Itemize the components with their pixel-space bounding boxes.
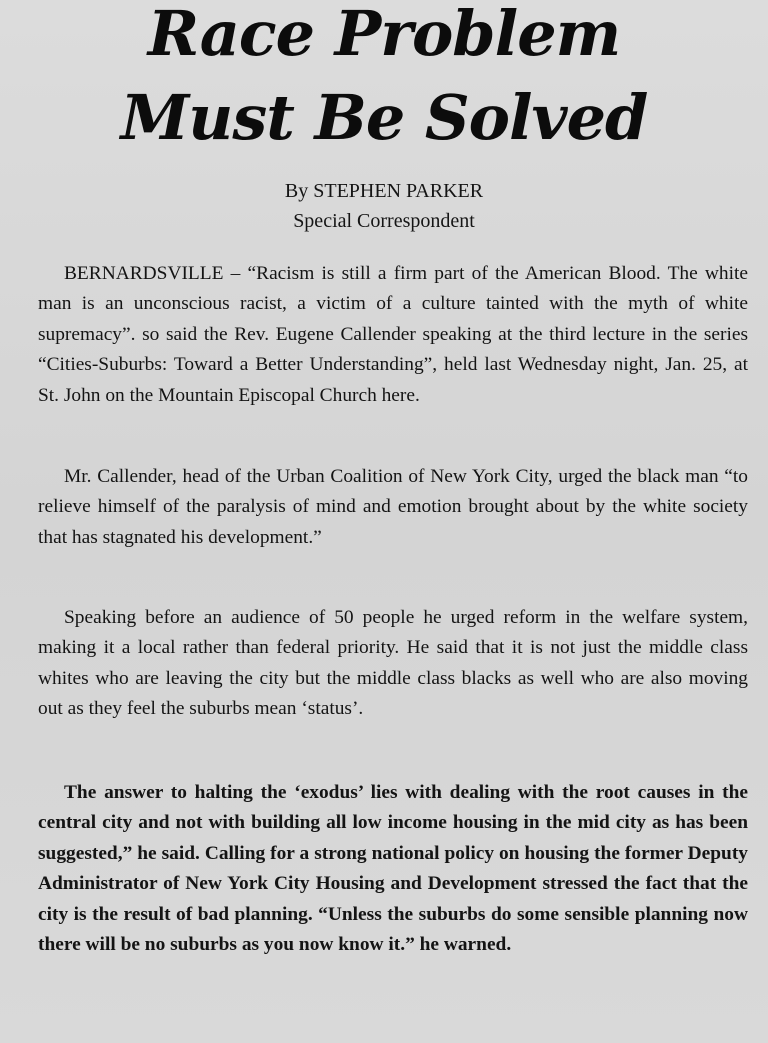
headline-line-2: Must Be Solved [120,81,648,154]
byline-author: By STEPHEN PARKER [284,180,484,202]
article-paragraph-1: BERNARDSVILLE – “Racism is still a firm part of the American Blood. The white man is an unconscious racist, a victim of a culture tainted with the myth of white supremacy”. so said the Rev. Eugene Callender speaking at the third lecture in the series “Cities-Suburbs: Toward a Better Understanding”, held last Wednesday night, Jan. 25, at St. John on the Mountain Episcopal Church here. [38,263,748,406]
article-paragraph-4: The answer to halting the ‘exodus’ lies with dealing with the root causes in the central city and not with building all low income housing in the mid city as has been suggested,” he said. Calling for a strong national policy on housing the former Deputy Administrator of New York City Housing and Development stressed the fact that the city is the result of bad planning. “Unless the suburbs do some sensible planning now there will be no suburbs as you now know it.” he warned. [38,782,748,956]
headline-line-1: Race Problem [147,0,621,70]
article-paragraph-2: Mr. Callender, head of the Urban Coalition of New York City, urged the black man “to relieve himself of the paralysis of mind and emotion brought about by the white society that has stagnated his development.” [38,466,748,548]
byline-title: Special Correspondent [293,210,475,232]
article-paragraph-3: Speaking before an audience of 50 people he urged reform in the welfare system, making it a local rather than federal priority. He said that it is not just the middle class whites who are leaving the city but the middle class blacks as well who are also moving out as they feel the suburbs mean ‘status’. [38,607,748,720]
